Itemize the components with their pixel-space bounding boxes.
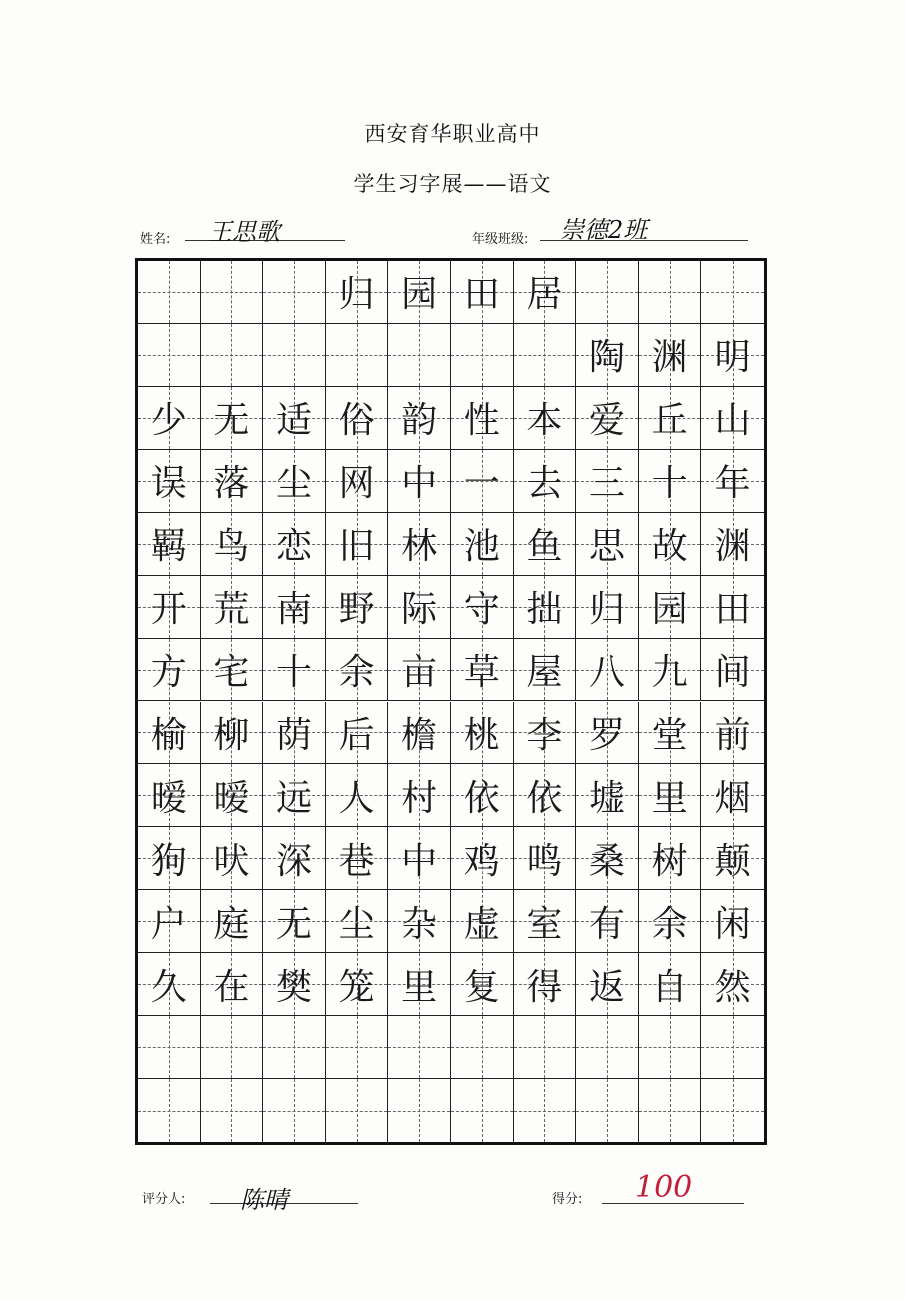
grid-cell — [639, 827, 702, 890]
handwritten-character: 旧 — [338, 526, 375, 568]
grid-cell — [326, 764, 389, 827]
handwritten-character: 里 — [651, 777, 688, 819]
grid-cell — [514, 702, 577, 765]
grid-cell — [138, 953, 201, 1016]
grid-cell — [326, 702, 389, 765]
handwritten-character: 田 — [463, 274, 500, 316]
grid-cell — [701, 387, 764, 450]
handwritten-character: 思 — [588, 526, 625, 568]
handwritten-character: 归 — [588, 589, 625, 631]
grid-cell — [263, 1079, 326, 1142]
grid-cell — [263, 513, 326, 576]
handwritten-character: 李 — [526, 714, 563, 756]
handwritten-character: 人 — [338, 777, 375, 819]
handwritten-character: 中 — [401, 463, 438, 505]
handwritten-character: 适 — [275, 400, 312, 442]
grid-cell — [388, 1016, 451, 1079]
grid-cell — [326, 387, 389, 450]
grid-cell — [326, 953, 389, 1016]
grid-cell — [576, 324, 639, 387]
school-title: 西安育华职业高中 — [364, 122, 541, 146]
grid-cell — [263, 764, 326, 827]
grid-cell — [576, 827, 639, 890]
handwritten-character: 爱 — [588, 400, 625, 442]
grid-cell — [138, 324, 201, 387]
handwritten-character: 吠 — [213, 840, 250, 882]
grid-cell — [326, 1016, 389, 1079]
grid-cell — [326, 450, 389, 513]
handwritten-character: 草 — [463, 652, 500, 694]
grid-cell — [514, 513, 577, 576]
handwritten-character: 林 — [401, 526, 438, 568]
grid-cell — [263, 702, 326, 765]
handwritten-character: 柳 — [213, 714, 250, 756]
handwritten-character: 方 — [150, 652, 187, 694]
handwritten-character: 余 — [338, 652, 375, 694]
handwritten-character: 树 — [651, 840, 688, 882]
handwritten-character: 自 — [651, 966, 688, 1008]
grid-cell — [514, 576, 577, 639]
handwritten-character: 堂 — [651, 714, 688, 756]
handwritten-character: 鸡 — [463, 840, 500, 882]
handwritten-character: 十 — [651, 463, 688, 505]
handwritten-character: 俗 — [338, 400, 375, 442]
handwritten-character: 明 — [714, 337, 751, 379]
student-name: 王思歌 — [208, 218, 280, 246]
grid-cell — [639, 1016, 702, 1079]
class-value: 崇德2班 — [560, 216, 648, 244]
handwritten-character: 暧 — [150, 777, 187, 819]
grid-cell — [388, 890, 451, 953]
handwritten-character: 荒 — [213, 589, 250, 631]
handwritten-character: 鱼 — [526, 526, 563, 568]
grid-cell — [451, 513, 514, 576]
score-label: 得分: — [552, 1192, 583, 1207]
handwritten-character: 尘 — [275, 463, 312, 505]
grid-cell — [639, 1079, 702, 1142]
handwritten-character: 亩 — [401, 652, 438, 694]
grid-cell — [201, 513, 264, 576]
grid-cell — [701, 576, 764, 639]
handwritten-character: 依 — [526, 777, 563, 819]
handwritten-character: 本 — [526, 400, 563, 442]
handwritten-character: 韵 — [401, 400, 438, 442]
handwritten-character: 暧 — [213, 777, 250, 819]
handwritten-character: 羁 — [150, 526, 187, 568]
grid-cell — [514, 1079, 577, 1142]
handwritten-character: 依 — [463, 777, 500, 819]
grid-cell — [639, 890, 702, 953]
grid-cell — [201, 827, 264, 890]
grid-cell — [576, 764, 639, 827]
grid-cell — [576, 1079, 639, 1142]
handwritten-character: 陶 — [588, 337, 625, 379]
grid-cell — [326, 261, 389, 324]
grid-cell — [701, 261, 764, 324]
grid-cell — [326, 1079, 389, 1142]
handwritten-character: 鸣 — [526, 840, 563, 882]
handwritten-character: 中 — [401, 840, 438, 882]
grid-cell — [514, 324, 577, 387]
score-value: 100 — [635, 1170, 693, 1205]
grid-cell — [388, 513, 451, 576]
grid-cell — [201, 890, 264, 953]
grid-cell — [201, 324, 264, 387]
grid-cell — [326, 576, 389, 639]
handwritten-character: 余 — [651, 903, 688, 945]
handwritten-character: 九 — [651, 652, 688, 694]
grid-cell — [576, 890, 639, 953]
handwritten-character: 网 — [338, 463, 375, 505]
handwritten-character: 误 — [150, 463, 187, 505]
handwritten-character: 深 — [275, 840, 312, 882]
grid-cell — [138, 576, 201, 639]
handwritten-character: 归 — [338, 274, 375, 316]
handwritten-character: 年 — [714, 463, 751, 505]
grid-cell — [138, 702, 201, 765]
handwritten-character: 然 — [714, 966, 751, 1008]
handwritten-character: 野 — [338, 589, 375, 631]
handwritten-character: 里 — [401, 966, 438, 1008]
grid-cell — [138, 639, 201, 702]
grid-cell — [576, 576, 639, 639]
handwritten-character: 狗 — [150, 840, 187, 882]
grid-cell — [263, 387, 326, 450]
handwritten-character: 无 — [213, 400, 250, 442]
grid-cell — [639, 387, 702, 450]
handwritten-character: 十 — [275, 652, 312, 694]
grid-cell — [138, 1079, 201, 1142]
grid-cell — [263, 261, 326, 324]
grid-cell — [701, 764, 764, 827]
grader-name: 陈晴 — [240, 1186, 288, 1214]
grid-cell — [639, 702, 702, 765]
handwritten-character: 宅 — [213, 652, 250, 694]
handwritten-character: 拙 — [526, 589, 563, 631]
grid-cell — [514, 953, 577, 1016]
handwritten-character: 檐 — [401, 714, 438, 756]
handwritten-character: 尘 — [338, 903, 375, 945]
grid-cell — [451, 450, 514, 513]
grid-cell — [263, 827, 326, 890]
character-grid — [135, 258, 767, 1145]
grid-cell — [639, 513, 702, 576]
handwritten-character: 山 — [714, 400, 751, 442]
grid-cell — [201, 764, 264, 827]
grid-cell — [388, 1079, 451, 1142]
sheet-subtitle: 学生习字展——语文 — [353, 172, 552, 196]
grid-cell — [639, 324, 702, 387]
handwritten-character: 园 — [651, 589, 688, 631]
handwritten-character: 园 — [401, 274, 438, 316]
grid-cell — [263, 450, 326, 513]
grid-cell — [138, 387, 201, 450]
grid-cell — [201, 1079, 264, 1142]
grid-cell — [576, 261, 639, 324]
grid-cell — [388, 764, 451, 827]
handwritten-character: 虚 — [463, 903, 500, 945]
grid-cell — [576, 702, 639, 765]
grid-cell — [263, 576, 326, 639]
handwritten-character: 间 — [714, 652, 751, 694]
grid-cell — [326, 827, 389, 890]
handwritten-character: 开 — [150, 589, 187, 631]
grid-cell — [201, 261, 264, 324]
class-label: 年级班级: — [472, 232, 529, 247]
grid-cell — [138, 450, 201, 513]
grid-cell — [701, 890, 764, 953]
grid-cell — [388, 827, 451, 890]
grid-cell — [263, 1016, 326, 1079]
handwritten-character: 久 — [150, 966, 187, 1008]
grid-cell — [263, 890, 326, 953]
handwritten-character: 户 — [150, 903, 187, 945]
grid-cell — [263, 324, 326, 387]
grid-cell — [451, 764, 514, 827]
grid-cell — [138, 261, 201, 324]
handwritten-character: 少 — [150, 400, 187, 442]
grid-cell — [388, 324, 451, 387]
grader-label: 评分人: — [142, 1192, 186, 1207]
handwritten-character: 渊 — [714, 526, 751, 568]
handwritten-character: 颠 — [714, 840, 751, 882]
grid-cell — [388, 450, 451, 513]
handwritten-character: 烟 — [714, 777, 751, 819]
handwritten-character: 得 — [526, 966, 563, 1008]
handwritten-character: 性 — [463, 400, 500, 442]
grid-cell — [576, 387, 639, 450]
grid-cell — [514, 261, 577, 324]
grid-cell — [514, 890, 577, 953]
handwritten-character: 八 — [588, 652, 625, 694]
grid-cell — [639, 576, 702, 639]
grid-cell — [201, 387, 264, 450]
grid-cell — [451, 1016, 514, 1079]
handwritten-character: 室 — [526, 903, 563, 945]
handwritten-character: 故 — [651, 526, 688, 568]
handwritten-character: 返 — [588, 966, 625, 1008]
handwritten-character: 后 — [338, 714, 375, 756]
grid-cell — [701, 324, 764, 387]
grid-cell — [451, 324, 514, 387]
grid-cell — [388, 702, 451, 765]
grid-cell — [701, 702, 764, 765]
grid-cell — [138, 764, 201, 827]
grid-cell — [326, 513, 389, 576]
handwritten-character: 樊 — [275, 966, 312, 1008]
grid-cell — [388, 639, 451, 702]
grid-cell — [388, 576, 451, 639]
grid-cell — [514, 827, 577, 890]
grid-cell — [514, 764, 577, 827]
grid-cell — [263, 639, 326, 702]
grid-cell — [701, 953, 764, 1016]
grid-cell — [201, 1016, 264, 1079]
handwritten-character: 恋 — [275, 526, 312, 568]
grid-cell — [388, 261, 451, 324]
handwritten-character: 屋 — [526, 652, 563, 694]
grid-cell — [326, 639, 389, 702]
grid-cell — [701, 827, 764, 890]
grid-cell — [451, 890, 514, 953]
handwritten-character: 罗 — [588, 714, 625, 756]
handwritten-character: 巷 — [338, 840, 375, 882]
handwritten-character: 荫 — [275, 714, 312, 756]
grid-cell — [576, 450, 639, 513]
grid-cell — [639, 261, 702, 324]
grid-cell — [701, 1016, 764, 1079]
grid-cell — [701, 450, 764, 513]
grid-cell — [451, 953, 514, 1016]
handwritten-character: 闲 — [714, 903, 751, 945]
grid-cell — [701, 639, 764, 702]
grid-cell — [576, 1016, 639, 1079]
grid-cell — [451, 387, 514, 450]
grid-cell — [451, 576, 514, 639]
grid-cell — [701, 513, 764, 576]
grid-cell — [576, 953, 639, 1016]
handwritten-character: 榆 — [150, 714, 187, 756]
handwritten-character: 笼 — [338, 966, 375, 1008]
grid-cell — [138, 827, 201, 890]
grid-cell — [138, 513, 201, 576]
grid-cell — [451, 1079, 514, 1142]
handwritten-character: 无 — [275, 903, 312, 945]
grid-cell — [514, 450, 577, 513]
handwritten-character: 渊 — [651, 337, 688, 379]
handwritten-character: 田 — [714, 589, 751, 631]
handwritten-character: 复 — [463, 966, 500, 1008]
handwritten-character: 桑 — [588, 840, 625, 882]
grid-cell — [451, 261, 514, 324]
handwritten-character: 守 — [463, 589, 500, 631]
grid-cell — [201, 576, 264, 639]
grid-cell — [326, 324, 389, 387]
grid-cell — [514, 639, 577, 702]
grid-cell — [576, 513, 639, 576]
grid-cell — [451, 639, 514, 702]
handwritten-character: 墟 — [588, 777, 625, 819]
handwritten-character: 池 — [463, 526, 500, 568]
handwritten-character: 鸟 — [213, 526, 250, 568]
grid-cell — [701, 1079, 764, 1142]
handwritten-character: 际 — [401, 589, 438, 631]
grid-cell — [639, 450, 702, 513]
grid-cell — [576, 639, 639, 702]
handwritten-character: 远 — [275, 777, 312, 819]
handwritten-character: 落 — [213, 463, 250, 505]
grid-cell — [138, 1016, 201, 1079]
handwritten-character: 南 — [275, 589, 312, 631]
grid-cell — [639, 764, 702, 827]
grid-cell — [201, 639, 264, 702]
handwritten-character: 杂 — [401, 903, 438, 945]
grid-cell — [201, 953, 264, 1016]
grid-cell — [514, 387, 577, 450]
handwritten-character: 居 — [526, 274, 563, 316]
handwritten-character: 前 — [714, 714, 751, 756]
handwritten-character: 去 — [526, 463, 563, 505]
grid-cell — [263, 953, 326, 1016]
grid-cell — [388, 953, 451, 1016]
handwritten-character: 有 — [588, 903, 625, 945]
grid-cell — [639, 953, 702, 1016]
name-label: 姓名: — [140, 232, 171, 247]
grid-cell — [201, 450, 264, 513]
handwritten-character: 一 — [463, 463, 500, 505]
grid-cell — [388, 387, 451, 450]
grid-cell — [451, 827, 514, 890]
handwritten-character: 村 — [401, 777, 438, 819]
grid-cell — [514, 1016, 577, 1079]
grid-cell — [451, 702, 514, 765]
handwritten-character: 丘 — [651, 400, 688, 442]
handwritten-character: 在 — [213, 966, 250, 1008]
grid-cell — [639, 639, 702, 702]
grid-cell — [138, 890, 201, 953]
grid-cell — [326, 890, 389, 953]
handwritten-character: 桃 — [463, 714, 500, 756]
handwritten-character: 庭 — [213, 903, 250, 945]
grid-cell — [201, 702, 264, 765]
handwritten-character: 三 — [588, 463, 625, 505]
